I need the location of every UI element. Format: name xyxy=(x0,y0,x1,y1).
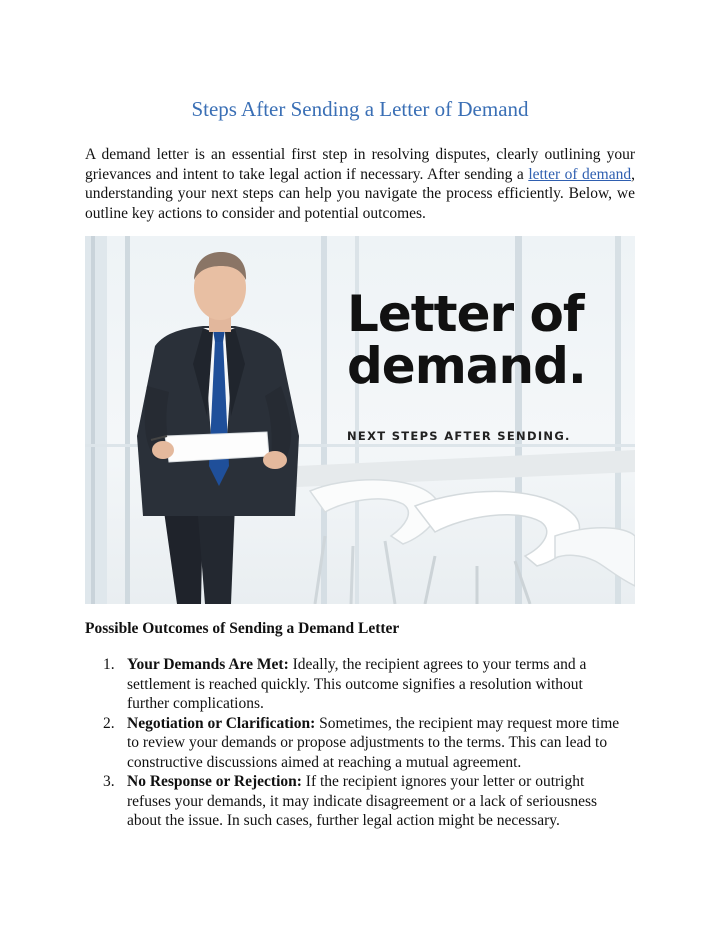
hero-image xyxy=(85,236,635,604)
hero-headline-line-2: demand. xyxy=(347,337,586,395)
list-item-number: 3. xyxy=(103,773,115,790)
page-title: Steps After Sending a Letter of Demand xyxy=(191,97,529,121)
list-item-lead: No Response or Rejection: xyxy=(127,773,302,790)
list-item xyxy=(85,655,635,714)
section-heading: Possible Outcomes of Sending a Demand Letter xyxy=(85,620,400,637)
outcomes-list xyxy=(85,655,635,831)
hero-subtitle: NEXT STEPS AFTER SENDING. xyxy=(347,429,571,443)
list-item-number: 2. xyxy=(103,714,115,732)
list-item-text: Sometimes, the recipient may request more time to review your demands or propose adjustments to the terms. This can lead to constructive discussions aimed at reaching a mutual agreement. xyxy=(127,714,620,771)
intro-text-end: , understanding your next steps can help you navigate the process efficiently. Below, we outline key actions to consider and potential outcomes. xyxy=(85,165,635,222)
intro-paragraph xyxy=(85,145,635,223)
list-item-text: If the recipient ignores your letter or outright refuses your demands, it may indicate disagreement or a lack of seriousness about the issue. In such cases, further legal action might be necessary. xyxy=(127,773,598,829)
hero-headline xyxy=(347,285,586,395)
intro-text-start: A demand letter is an essential first step in resolving disputes, clearly outlining your grievances and intent to take legal action if necessary. After sending a xyxy=(85,146,635,183)
list-item-text: Ideally, the recipient agrees to your terms and a settlement is reached quickly. This outcome signifies a resolution without further complications. xyxy=(127,656,587,712)
list-item xyxy=(85,772,635,831)
list-item-lead: Negotiation or Clarification: xyxy=(127,714,316,732)
hero-headline-line-1: Letter of xyxy=(347,285,584,343)
list-item-lead: Your Demands Are Met: xyxy=(127,656,289,673)
letter-of-demand-link[interactable]: letter of demand xyxy=(528,165,632,183)
list-item-number: 1. xyxy=(103,656,115,673)
list-item xyxy=(85,714,635,773)
